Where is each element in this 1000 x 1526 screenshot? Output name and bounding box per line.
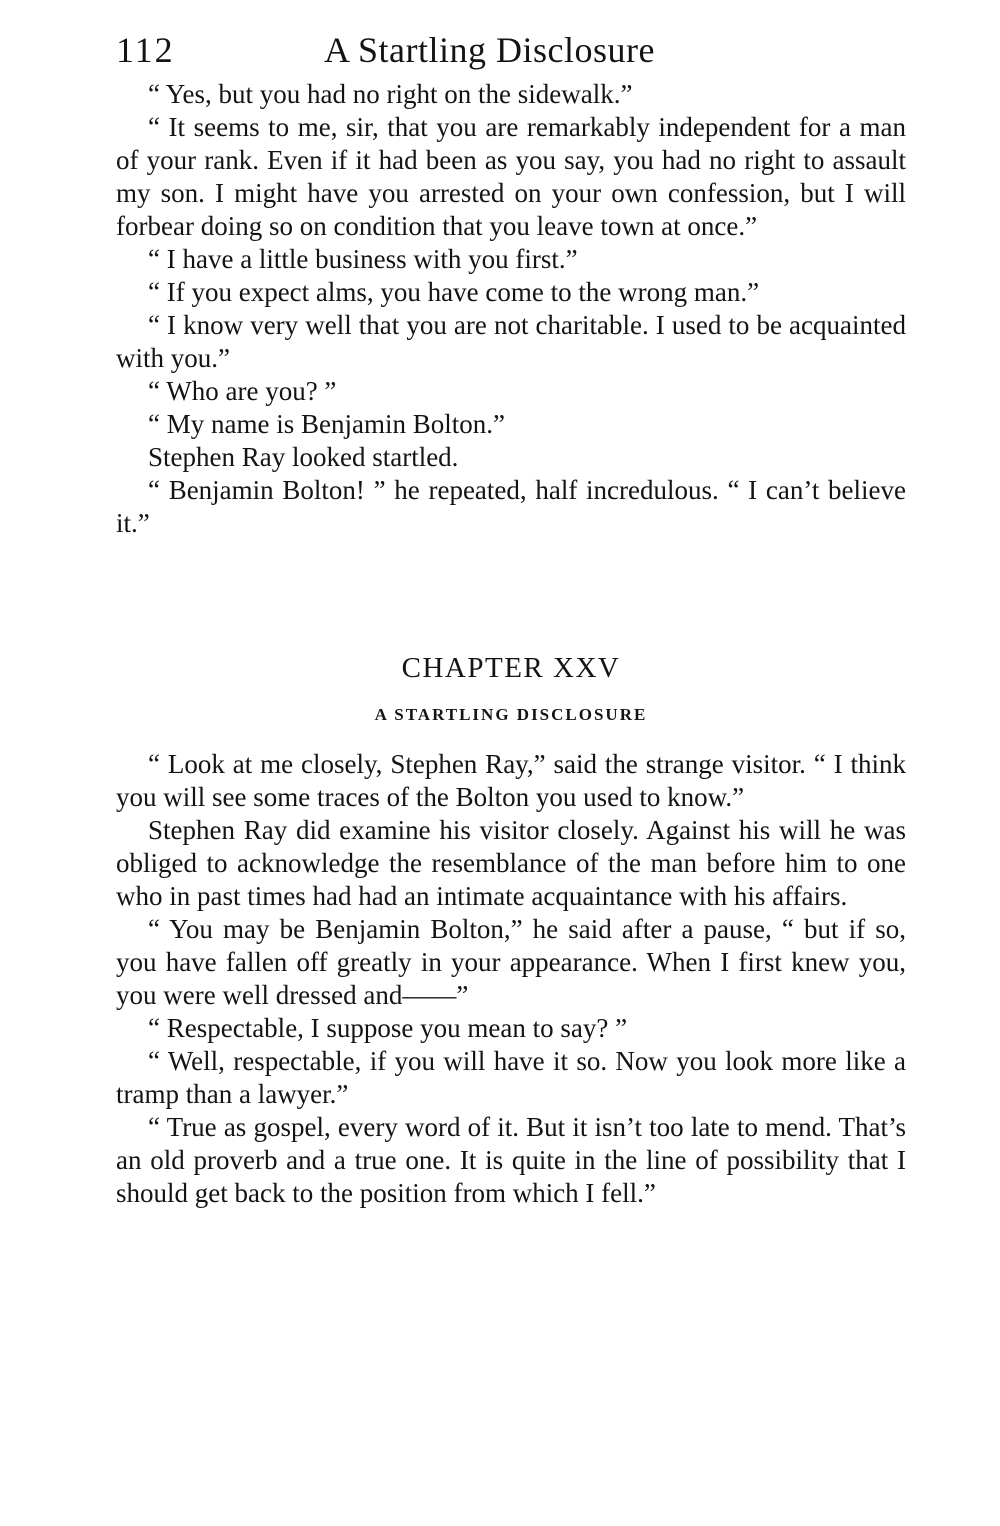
page-number: 112 — [116, 30, 175, 70]
running-title: A Startling Disclosure — [324, 30, 655, 70]
paragraph: “ Well, respectable, if you will have it so. Now you look more like a tramp than a lawyer.” — [116, 1046, 906, 1109]
paragraph: “ I have a little business with you first.” — [148, 244, 578, 274]
text-before-chapter — [116, 78, 906, 540]
paragraph: “ Who are you? ” — [148, 376, 337, 406]
paragraph: Stephen Ray did examine his visitor closely. Against his will he was obliged to acknowledge the resemblance of the man before him to one who in past times had had an intimate acquaintance with his affairs. — [116, 815, 906, 911]
book-page — [116, 28, 906, 1210]
paragraph: “ You may be Benjamin Bolton,” he said after a pause, “ but if so, you have fallen off greatly in your appearance. When I first knew you, you were well dressed and——” — [116, 914, 906, 1010]
paragraph: Stephen Ray looked startled. — [148, 442, 459, 472]
chapter-heading: CHAPTER XXV — [401, 652, 621, 684]
paragraph: “ Benjamin Bolton! ” he repeated, half incredulous. “ I can’t believe it.” — [116, 475, 906, 538]
paragraph: “ It seems to me, sir, that you are remarkably independent for a man of your rank. Even if it had been as you say, you had no right to assault my son. I might have you arrested on your own confession, but I will forbear doing so on condition that you leave town at once.” — [116, 112, 906, 241]
paragraph: “ Respectable, I suppose you mean to say? ” — [148, 1013, 628, 1043]
running-head — [116, 28, 906, 78]
text-after-chapter — [116, 748, 906, 1210]
paragraph: “ Look at me closely, Stephen Ray,” said the strange visitor. “ I think you will see some traces of the Bolton you used to know.” — [116, 749, 906, 812]
chapter-subtitle: A STARTLING DISCLOSURE — [374, 705, 648, 724]
paragraph: “ True as gospel, every word of it. But it isn’t too late to mend. That’s an old proverb and a true one. It is quite in the line of possibility that I should get back to the position from which I fell.” — [116, 1112, 906, 1208]
paragraph: “ Yes, but you had no right on the sidewalk.” — [148, 79, 633, 109]
chapter-gap — [116, 540, 906, 650]
paragraph: “ If you expect alms, you have come to the wrong man.” — [148, 277, 760, 307]
paragraph: “ I know very well that you are not charitable. I used to be acquainted with you.” — [116, 310, 906, 373]
paragraph: “ My name is Benjamin Bolton.” — [148, 409, 505, 439]
